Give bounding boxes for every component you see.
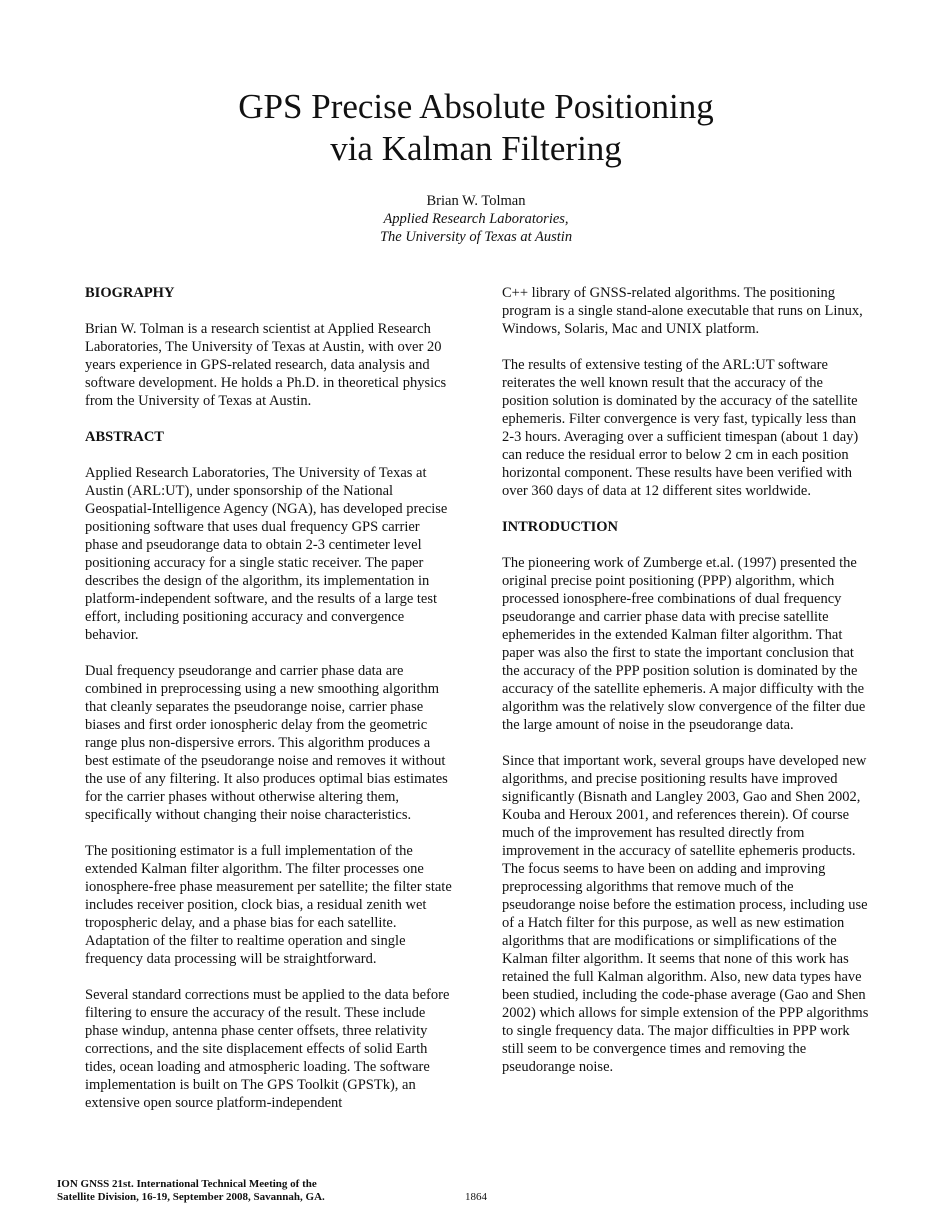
abstract-paragraph-4: Several standard corrections must be applied to the data before filtering to ensure the accuracy of the result. These include phase windup, antenna phase center offsets, three relativity corrections, and the site displacement effects of solid Earth tides, ocean loading and atmospheric loading. The software implementation is built on The GPS Toolkit (GPSTk), an extensive open source platform-independent: [85, 987, 450, 1111]
title-line-2: via Kalman Filtering: [330, 129, 622, 168]
author-name: Brian W. Tolman: [426, 193, 526, 209]
author-block: [0, 192, 952, 246]
footer-line-2: Satellite Division, 16-19, September 2008, Savannah, GA.: [57, 1191, 325, 1203]
abstract-paragraph-3: The positioning estimator is a full implementation of the extended Kalman filter algorithm. The filter processes one ionosphere-free phase measurement per satellite; the filter state includes receiver position, clock bias, a residual zenith wet tropospheric delay, and a phase bias for each satellite. Adaptation of the filter to realtime operation and single frequency data processing will be straightforward.: [85, 843, 452, 967]
page-number: 1864: [465, 1191, 487, 1203]
right-column: [502, 284, 870, 1094]
conference-footer: [57, 1178, 325, 1204]
abstract-heading: ABSTRACT: [85, 429, 164, 445]
abstract-paragraph-2: Dual frequency pseudorange and carrier phase data are combined in preprocessing using a new smoothing algorithm that cleanly separates the pseudorange noise, carrier phase biases and first order ionospheric delay from the geometric range plus non-dispersive errors. This algorithm produces a best estimate of the pseudorange noise and removes it without the use of any filtering. It also produces optimal bias estimates for the carrier phases without otherwise altering them, specifically without changing their noise characteristics.: [85, 663, 448, 823]
affiliation-line-2: The University of Texas at Austin: [379, 229, 573, 245]
footer-line-1: ION GNSS 21st. International Technical Meeting of the: [57, 1178, 317, 1190]
abstract-paragraph-4-continued: C++ library of GNSS-related algorithms. The positioning program is a single stand-alone executable that runs on Linux, Windows, Solaris, Mac and UNIX platform.: [502, 285, 863, 337]
left-column: [85, 284, 455, 1130]
paper-title: [0, 86, 952, 170]
introduction-heading: INTRODUCTION: [502, 519, 619, 535]
affiliation-line-1: Applied Research Laboratories,: [383, 211, 569, 227]
introduction-paragraph-2: Since that important work, several groups have developed new algorithms, and precise positioning results have improved significantly (Bisnath and Langley 2003, Gao and Shen 2002, Kouba and Heroux 2001, and references therein). Of course much of the improvement has resulted directly from improvement in the accuracy of satellite ephemeris products. The focus seems to have been on adding and improving preprocessing algorithms that remove much of the pseudorange noise before the estimation process, including use of a Hatch filter for this purpose, as well as new estimation algorithms that are modifications or simplifications of the Kalman filter algorithm. It seems that none of this work has retained the full Kalman algorithm. Also, new data types have been studied, including the code-phase average (Gao and Shen 2002) which allows for simple extension of the PPP algorithms to single frequency data. The major difficulties in PPP work still seem to be convergence times and removing the pseudorange noise.: [502, 753, 869, 1075]
biography-heading: BIOGRAPHY: [85, 285, 175, 301]
title-line-1: GPS Precise Absolute Positioning: [238, 87, 714, 126]
biography-paragraph: Brian W. Tolman is a research scientist at Applied Research Laboratories, The University of Texas at Austin, with over 20 years experience in GPS-related research, data analysis and software development. He holds a Ph.D. in theoretical physics from the University of Texas at Austin.: [85, 321, 447, 409]
abstract-paragraph-5: The results of extensive testing of the ARL:UT software reiterates the well known result that the accuracy of the position solution is dominated by the accuracy of the satellite ephemeris. Filter convergence is very fast, typically less than 2-3 hours. Averaging over a sufficient timespan (about 1 day) can reduce the residual error to below 2 cm in each position horizontal component. These results have been verified with over 360 days of data at 12 different sites worldwide.: [502, 357, 859, 499]
introduction-paragraph-1: The pioneering work of Zumberge et.al. (1997) presented the original precise point positioning (PPP) algorithm, which processed ionosphere-free combinations of dual frequency pseudorange and carrier phase data with precise satellite ephemerides in the extended Kalman filter algorithm. That paper was also the first to state the important conclusion that the accuracy of the PPP position solution is dominated by the accuracy of the satellite ephemeris. A major difficulty with the algorithm was the relatively slow convergence of the filter due the large amount of noise in the pseudorange data.: [502, 555, 866, 733]
abstract-paragraph-1: Applied Research Laboratories, The University of Texas at Austin (ARL:UT), under sponsorship of the National Geospatial-Intelligence Agency (NGA), has developed precise positioning software that uses dual frequency GPS carrier phase and pseudorange data to obtain 2-3 centimeter level positioning accuracy for a single static receiver. The paper describes the design of the algorithm, its implementation in platform-independent software, and the results of a large test effort, including positioning accuracy and convergence behavior.: [85, 465, 448, 643]
